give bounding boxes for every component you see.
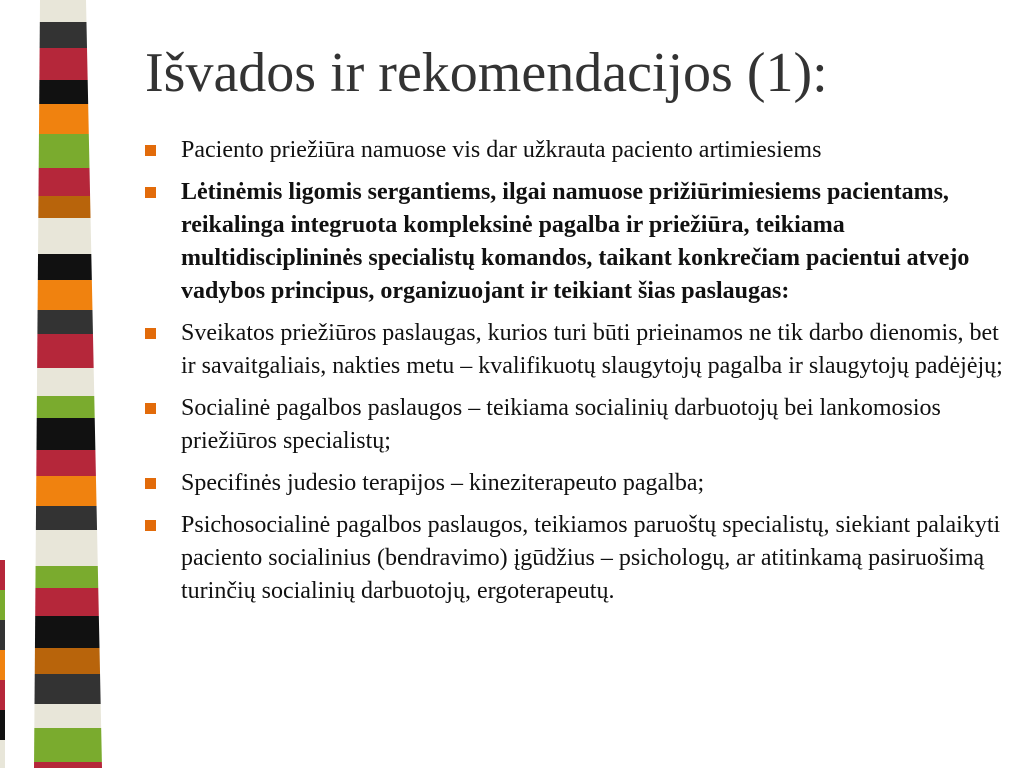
stripe-segment: [35, 648, 100, 674]
stripe-segment: [39, 104, 89, 134]
stripe-segment: [38, 254, 92, 280]
bullet-text: Socialinė pagalbos paslaugos – teikiama socialinių darbuotojų bei lankomosios priežiūros specialistų;: [181, 395, 941, 454]
stripe-accent-segment: [0, 560, 5, 590]
stripe-accent-segment: [0, 620, 5, 650]
bullet-text: Psichosocialinė pagalbos paslaugos, teikiamos paruoštų specialistų, siekiant palaikyti paciento socialinius (bendravimo) įgūdžius – psichologų, ar atitinkamą pasiruošimą turinčių socialinių darbuotojų, ergoterapeutų.: [181, 512, 1001, 604]
stripe-segment: [36, 506, 97, 530]
decorative-stripe-band: [0, 0, 110, 768]
stripe-accent-segment: [0, 650, 5, 680]
stripe-segment: [38, 280, 93, 310]
stripe-segment: [40, 0, 87, 22]
stripe-segment: [39, 80, 88, 104]
stripe-segment: [36, 418, 95, 450]
bullet-item-5: [145, 467, 1005, 500]
bullet-text: Lėtinėmis ligomis sergantiems, ilgai namuose prižiūrimiesiems pacientams, reikalinga integruota kompleksinė pagalba ir priežiūra, teikiama multidisciplininės specialistų komandos, taikant konkrečiam pacientui atvejo vadybos principus, organizuojant ir teikiant šias paslaugas:: [181, 179, 970, 304]
stripe-segment: [36, 476, 96, 506]
stripe-segment: [35, 566, 98, 588]
stripe-graphic: [0, 0, 110, 768]
stripe-segment: [38, 218, 91, 254]
stripe-segment: [37, 334, 94, 368]
slide-title: Išvados ir rekomendacijos (1):: [145, 42, 828, 104]
square-bullet-icon: [145, 403, 156, 414]
bullet-item-2: [145, 176, 1005, 308]
stripe-accent-segment: [0, 710, 5, 740]
stripe-segment: [38, 168, 90, 196]
stripe-segment: [39, 134, 90, 168]
stripe-segment: [37, 310, 93, 334]
bullet-item-6: [145, 509, 1005, 608]
bullet-item-1: [145, 134, 1005, 167]
bullet-text: Paciento priežiūra namuose vis dar užkrauta paciento artimiesiems: [181, 137, 822, 163]
bullet-list: [145, 134, 1005, 617]
stripe-segment: [35, 674, 101, 704]
bullet-text: Sveikatos priežiūros paslaugas, kurios turi būti prieinamos ne tik darbo dienomis, bet ir savaitgaliais, nakties metu – kvalifikuotų slaugytojų pagalba ir slaugytojų padėjėjų;: [181, 320, 1003, 379]
stripe-segment: [35, 588, 99, 616]
stripe-segment: [38, 196, 90, 218]
square-bullet-icon: [145, 520, 156, 531]
bullet-text: Specifinės judesio terapijos – kineziterapeuto pagalba;: [181, 470, 705, 496]
stripe-segment: [35, 616, 100, 648]
square-bullet-icon: [145, 478, 156, 489]
stripe-segment: [34, 762, 102, 768]
square-bullet-icon: [145, 187, 156, 198]
stripe-segment: [34, 728, 102, 762]
square-bullet-icon: [145, 145, 156, 156]
stripe-segment: [37, 368, 94, 396]
stripe-accent-segment: [0, 590, 5, 620]
stripe-segment: [40, 22, 87, 48]
stripe-accent-segment: [0, 680, 5, 710]
stripe-accent-segment: [0, 740, 5, 768]
stripe-segment: [39, 48, 87, 80]
bullet-item-4: [145, 392, 1005, 458]
stripe-segment: [34, 704, 101, 728]
square-bullet-icon: [145, 328, 156, 339]
stripe-segment: [36, 450, 96, 476]
bullet-item-3: [145, 317, 1005, 383]
stripe-segment: [36, 530, 98, 566]
stripe-segment: [37, 396, 95, 418]
